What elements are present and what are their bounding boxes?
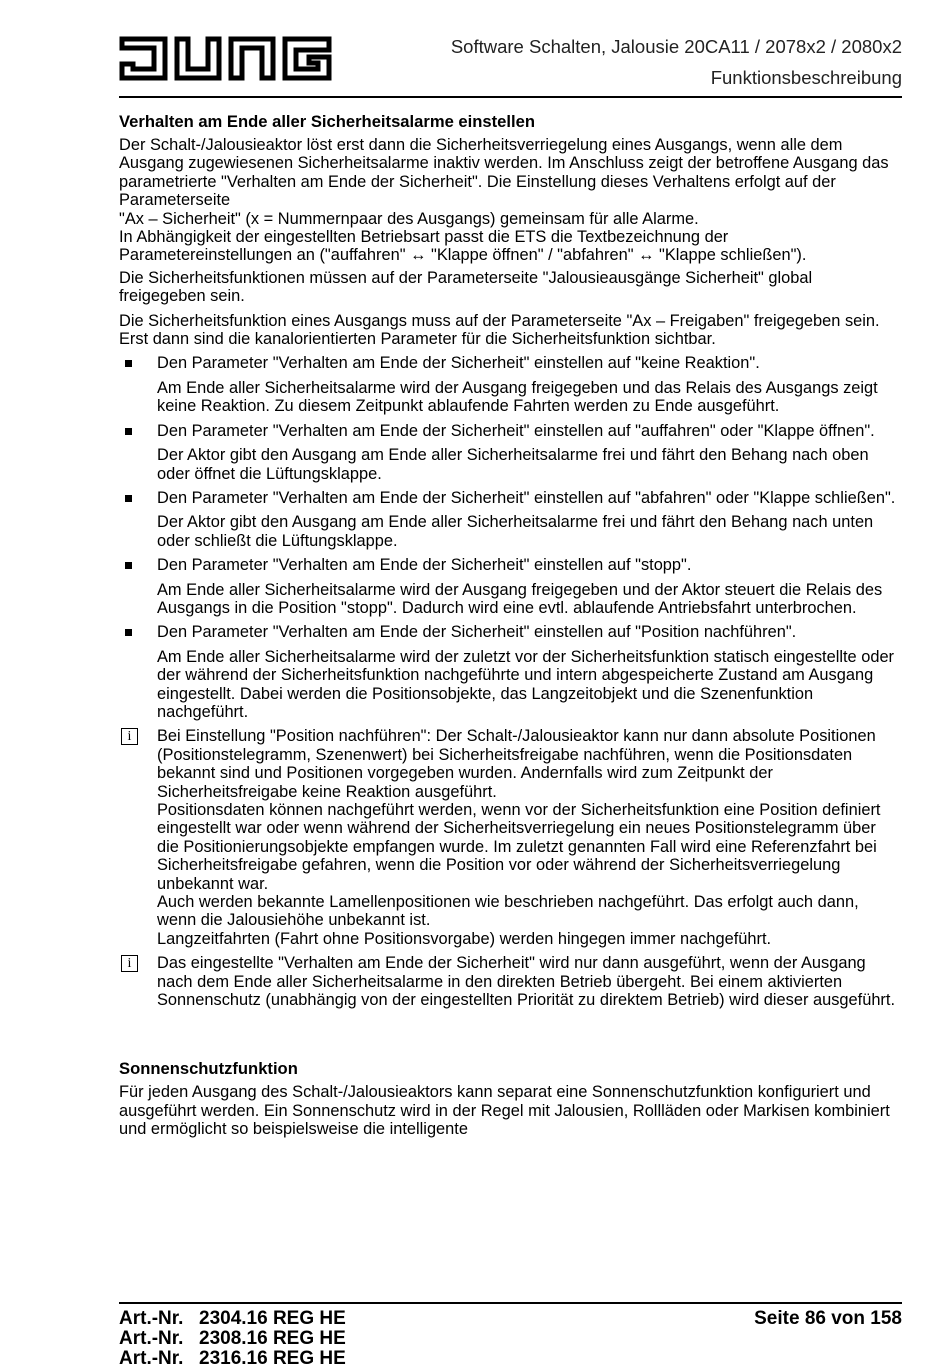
article-number: Art.-Nr. 2308.16 REG HE — [119, 1328, 346, 1349]
article-numbers — [119, 1309, 346, 1369]
section-title: Verhalten am Ende aller Sicherheitsalarme einstellen — [119, 112, 535, 131]
paragraph: Für jeden Ausgang des Schalt-/Jalousieaktors kann separat eine Sonnenschutzfunktion konfiguriert und ausgeführt werden. Ein Sonnenschutz wird in der Regel mit Jalousien, Rollläden oder Markisen kombiniert und ermöglicht so beispielsweise die intelligente — [119, 1083, 890, 1139]
bullet-description: Der Aktor gibt den Ausgang am Ende aller Sicherheitsalarme frei und fährt den Behang nach oben oder öffnet die Lüftungsklappe. — [157, 446, 869, 483]
paragraph: Die Sicherheitsfunktion eines Ausgangs muss auf der Parameterseite "Ax – Freigaben" freigegeben sein. Erst dann sind die kanalorientierten Parameter für die Sicherheitsfunktion sichtbar. — [119, 311, 880, 349]
page-content — [119, 112, 902, 1145]
bullet-square-icon — [125, 495, 132, 502]
section-title: Sonnenschutzfunktion — [119, 1059, 298, 1079]
header-title: Software Schalten, Jalousie 20CA11 / 2078x2 / 2080x2 — [450, 36, 902, 57]
page-number: Seite 86 von 158 — [754, 1308, 902, 1329]
paragraph: Der Schalt-/Jalousieaktor löst erst dann die Sicherheitsverriegelung eines Ausgangs, wenn alle dem Ausgang zugewiesenen Sicherheitsalarme inaktiv werden. Im Anschluss zeigt der betroffene Ausgang das parametrierte "Verhalten am Ende der Sicherheit". Die Einstellung dieses Verhaltens erfolgt auf der Parameterseite "Ax – Sicherheit" (x = Nummernpaar des Ausgangs) gemeinsam für alle Alarme. In Abhängigkeit der eingestellten Betriebsart passt die ETS die Textbezeichnung der Parametereinstellungen an ("auffahren" ↔ "Klappe öffnen" / "abfahren" ↔ "Klappe schließen"). — [119, 136, 889, 265]
info-note: i Bei Einstellung "Position nachführen": Der Schalt-/Jalousieaktor kann nur dann absolute Positionen (Positionstelegramm, Szenenwert) bei Sicherheitsfreigabe nachführen, wenn die Positionsdaten bekannt sind und Positionen vorgegeben wurden. Andernfalls wird zum Zeitpunkt der Sicherheitsfreigabe keine Reaktion ausgeführt. Positionsdaten können nachgeführt werden, wenn vor der Sicherheitsfunktion eine Position definiert eingestellt war oder wenn während der Sicherheitsverriegelung ein neues Positionstelegramm über die Positionierungsobjekte empfangen wurde. Im zuletzt genannten Fall wird eine Referenzfahrt bei Sicherheitsfreigabe gefahren, wenn die Position vor oder während der Sicherheitsverriegelung unbekannt war. Auch werden bekannte Lamellenpositionen wie beschrieben nachgeführt. Das erfolgt auch dann, wenn die Jalousiehöhe unbekannt ist. Langzeitfahrten (Fahrt ohne Positionsvorgabe) werden hingegen immer nachgeführt. — [119, 727, 902, 948]
paragraph: Die Sicherheitsfunktionen müssen auf der Parameterseite "Jalousieausgänge Sicherheit" global freigegeben sein. — [119, 268, 813, 306]
bullet-description: Am Ende aller Sicherheitsalarme wird der Ausgang freigegeben und der Aktor steuert die Relais des Ausgangs in die Position "stopp". Dadurch wird eine evtl. ablaufende Antriebsfahrt unterbrochen. — [157, 580, 883, 617]
info-note: i Das eingestellte "Verhalten am Ende der Sicherheit" wird nur dann ausgeführt, wenn der Ausgang nach dem Ende aller Sicherheitsalarme in den direkten Betrieb übergeht. Bei einem aktivierten Sonnenschutz (unabhängig von der eingestellten Priorität zu direktem Betrieb) wird dieser ausgeführt. — [119, 954, 902, 1009]
bullet-description: Am Ende aller Sicherheitsalarme wird der Ausgang freigegeben und das Relais des Ausgangs zeigt keine Reaktion. Zu diesem Zeitpunkt ablaufende Fahrten werden zu Ende ausgeführt. — [157, 378, 878, 416]
bullet-square-icon — [125, 562, 132, 569]
bullet-item: Den Parameter "Verhalten am Ende der Sicherheit" einstellen auf "abfahren" oder "Klappe schließen". — [119, 489, 902, 507]
article-number: Art.-Nr. 2316.16 REG HE — [119, 1348, 346, 1369]
bullet-description: Der Aktor gibt den Ausgang am Ende aller Sicherheitsalarme frei und fährt den Behang nach unten oder schließt die Lüftungsklappe. — [157, 513, 874, 550]
jung-logo — [119, 33, 333, 85]
bullet-square-icon — [125, 428, 132, 435]
bullet-description: Am Ende aller Sicherheitsalarme wird der zuletzt vor der Sicherheitsfunktion statisch eingestellte oder der während der Sicherheitsfunktion nachgeführte und intern abgespeicherte Zustand am Ausgang eingestellt. Dabei werden die Positionsobjekte, das Langzeitobjekt und die Szenenfunktion nachgeführt. — [157, 647, 895, 721]
header-rule — [119, 96, 902, 98]
bullet-item: Den Parameter "Verhalten am Ende der Sicherheit" einstellen auf "auffahren" oder "Klappe öffnen". — [119, 422, 902, 440]
header-subtitle: Funktionsbeschreibung — [710, 67, 902, 88]
bullet-item: Den Parameter "Verhalten am Ende der Sicherheit" einstellen auf "Position nachführen". — [119, 623, 902, 641]
bullet-square-icon — [125, 629, 132, 636]
info-icon: i — [121, 955, 138, 972]
bullet-item: Den Parameter "Verhalten am Ende der Sicherheit" einstellen auf "stopp". — [119, 556, 902, 574]
info-icon: i — [121, 728, 138, 745]
article-number: Art.-Nr. 2304.16 REG HE — [119, 1308, 346, 1329]
footer-rule — [119, 1302, 902, 1304]
bullet-square-icon — [125, 360, 132, 367]
bullet-item: Den Parameter "Verhalten am Ende der Sicherheit" einstellen auf "keine Reaktion". — [119, 354, 902, 372]
